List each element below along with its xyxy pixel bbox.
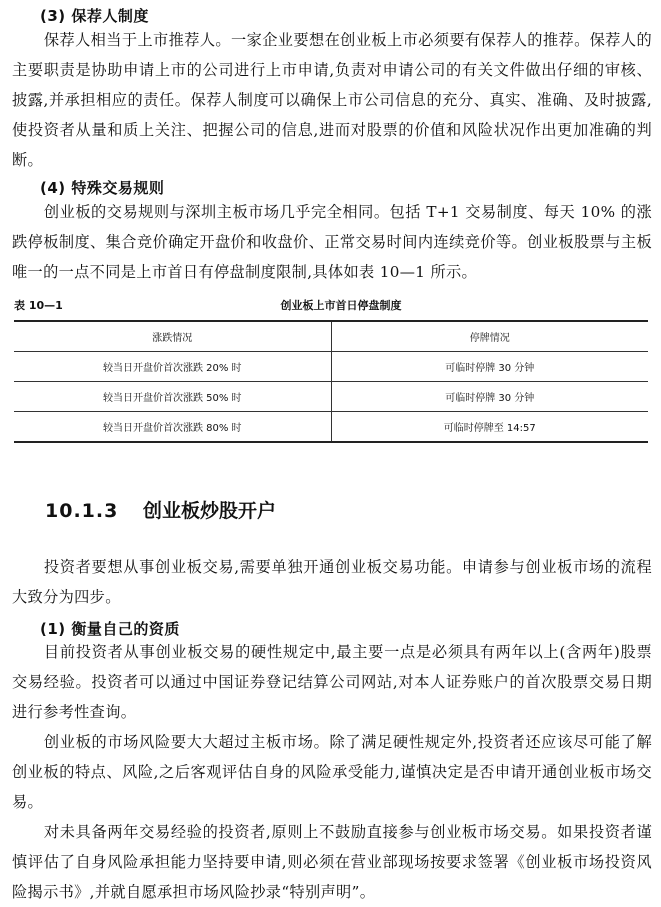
table-header-suspension: 停牌情况 — [331, 321, 648, 352]
table-number: 表 10—1 — [14, 299, 63, 312]
table-cell: 较当日开盘价首次涨跌 20% 时 — [14, 352, 331, 382]
paragraph-qualification-1: 目前投资者从事创业板交易的硬性规定中,最主要一点是必须具有两年以上(含两年)股票交易经验。投资者可以通过中国证券登记结算公司网站,对本人证券账户的首次股票交易日期进行参考性查询。 — [12, 643, 652, 721]
paragraph-sponsor-system: 保荐人相当于上市推荐人。一家企业要想在创业板上市必须要有保荐人的推荐。保荐人的主要职责是协助申请上市的公司进行上市申请,负责对申请公司的有关文件做出仔细的审核、披露,并承担相应的责任。保荐人制度可以确保上市公司信息的充分、真实、准确、及时披露,使投资者从量和质上关注、把握公司的信息,进而对股票的价值和风险状况作出更加准确的判断。 — [12, 31, 652, 169]
heading-special-trading-rules: (4) 特殊交易规则 — [40, 179, 165, 197]
table-row — [14, 412, 648, 443]
table-row — [14, 352, 648, 382]
heading-sponsor-system: (3) 保荐人制度 — [40, 7, 149, 25]
section-heading — [45, 498, 276, 524]
paragraph-qualification-3: 对未具备两年交易经验的投资者,原则上不鼓励直接参与创业板市场交易。如果投资者谨慎评估了自身风险承担能力坚持要申请,则必须在营业部现场按要求签署《创业板市场投资风险揭示书》,并就自愿承担市场风险抄录“特别声明”。 — [12, 823, 652, 901]
paragraph-intro: 投资者要想从事创业板交易,需要单独开通创业板交易功能。申请参与创业板市场的流程大致分为四步。 — [12, 558, 652, 606]
table-title: 创业板上市首日停盘制度 — [280, 299, 402, 312]
paragraph-special-trading-rules: 创业板的交易规则与深圳主板市场几乎完全相同。包括 T+1 交易制度、每天 10% 的涨跌停板制度、集合竞价确定开盘价和收盘价、正常交易时间内连续竞价等。创业板股票与主板唯一的一点不同是上市首日有停盘制度限制,具体如表 10—1 所示。 — [12, 203, 652, 281]
table-cell: 可临时停牌 30 分钟 — [331, 382, 648, 412]
table-header-price-change: 涨跌情况 — [14, 321, 331, 352]
section-title: 创业板炒股开户 — [142, 500, 276, 522]
table-cell: 可临时停牌至 14:57 — [331, 412, 648, 443]
table-caption — [14, 297, 648, 313]
heading-assess-qualification: (1) 衡量自己的资质 — [40, 620, 180, 638]
table-cell: 较当日开盘价首次涨跌 50% 时 — [14, 382, 331, 412]
table-cell: 可临时停牌 30 分钟 — [331, 352, 648, 382]
first-day-suspension-table — [14, 320, 648, 443]
table-header-row — [14, 321, 648, 352]
section-number: 10.1.3 — [45, 500, 119, 522]
table-cell: 较当日开盘价首次涨跌 80% 时 — [14, 412, 331, 443]
table-row — [14, 382, 648, 412]
paragraph-qualification-2: 创业板的市场风险要大大超过主板市场。除了满足硬性规定外,投资者还应该尽可能了解创业板的特点、风险,之后客观评估自身的风险承受能力,谨慎决定是否申请开通创业板市场交易。 — [12, 733, 652, 811]
